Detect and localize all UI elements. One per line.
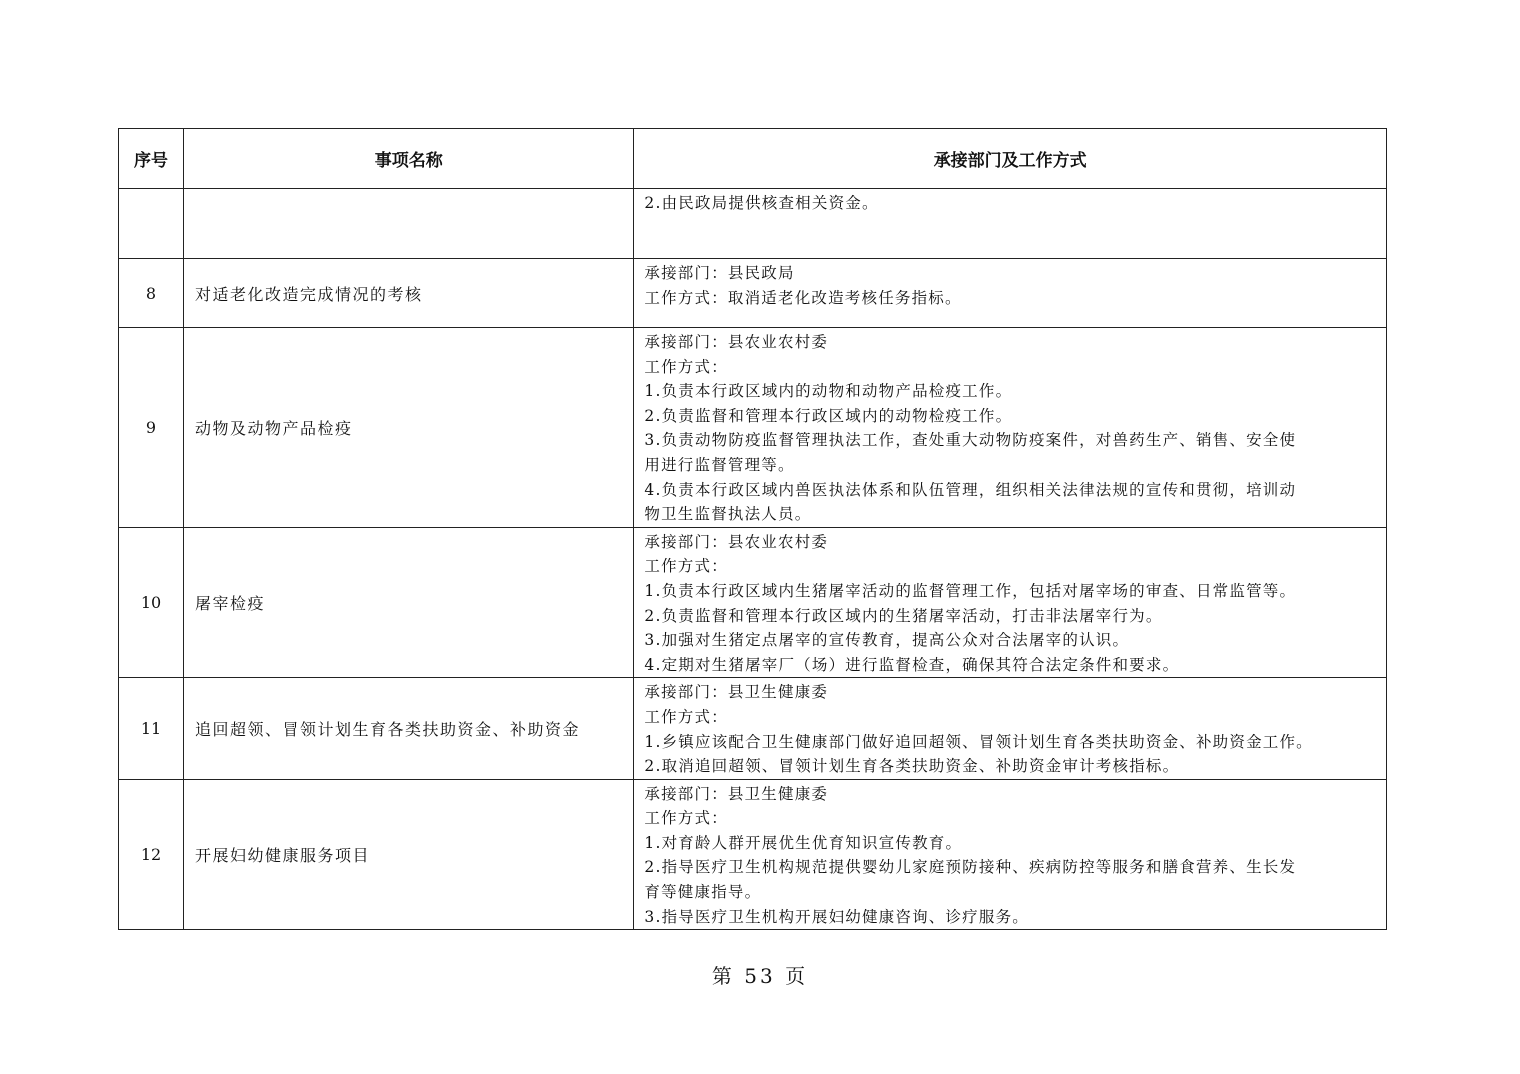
- detail-line: 用进行监督管理等。: [644, 455, 795, 474]
- detail-line: 工作方式：: [644, 707, 728, 726]
- detail-line: 工作方式：: [644, 809, 728, 828]
- row-item-name: [184, 189, 634, 259]
- detail-line: 承接部门：县卫生健康委: [644, 683, 829, 702]
- row-item-name: 对适老化改造完成情况的考核: [184, 259, 634, 328]
- detail-line: 工作方式：: [644, 557, 728, 576]
- detail-line: 承接部门：县农业农村委: [644, 333, 829, 351]
- row-serial-number: 8: [119, 259, 184, 328]
- detail-line: 3.指导医疗卫生机构开展妇幼健康咨询、诊疗服务。: [644, 907, 1029, 926]
- detail-line: 3.加强对生猪定点屠宰的宣传教育，提高公众对合法屠宰的认识。: [644, 631, 1130, 650]
- header-department-and-method: 承接部门及工作方式: [634, 129, 1387, 189]
- row-item-name: 开展妇幼健康服务项目: [184, 779, 634, 930]
- table-row: [119, 779, 1387, 930]
- detail-line: 2.负责监督和管理本行政区域内的生猪屠宰活动，打击非法屠宰行为。: [644, 606, 1163, 625]
- detail-line: 工作方式：: [644, 357, 728, 376]
- row-item-name: 动物及动物产品检疫: [184, 328, 634, 528]
- row-item-name: 追回超领、冒领计划生育各类扶助资金、补助资金: [184, 678, 634, 779]
- table-row: [119, 678, 1387, 779]
- table-row: [119, 328, 1387, 528]
- table-row: [119, 259, 1387, 328]
- detail-line: 3.负责动物防疫监督管理执法工作，查处重大动物防疫案件，对兽药生产、销售、安全使: [644, 431, 1297, 450]
- detail-line: 工作方式：取消适老化改造考核任务指标。: [644, 288, 962, 307]
- detail-line: 承接部门：县卫生健康委: [644, 784, 829, 803]
- detail-line: 承接部门：县民政局: [644, 264, 795, 282]
- row-serial-number: 9: [119, 328, 184, 528]
- row-department-and-method: [634, 328, 1387, 528]
- row-department-and-method: [634, 259, 1387, 328]
- detail-line: 1.对育龄人群开展优生优育知识宣传教育。: [644, 833, 963, 852]
- row-serial-number: 12: [119, 779, 184, 930]
- row-department-and-method: [634, 678, 1387, 779]
- detail-line: 2.指导医疗卫生机构规范提供婴幼儿家庭预防接种、疾病防控等服务和膳食营养、生长发: [644, 858, 1297, 877]
- row-serial-number: 11: [119, 678, 184, 779]
- detail-line: 物卫生监督执法人员。: [644, 505, 812, 524]
- header-item-name: 事项名称: [184, 129, 634, 189]
- detail-line: 承接部门：县农业农村委: [644, 532, 829, 551]
- page-number: 第 53 页: [711, 964, 809, 988]
- detail-line: 1.负责本行政区域内的动物和动物产品检疫工作。: [644, 382, 1013, 401]
- row-item-name: 屠宰检疫: [184, 527, 634, 678]
- matters-table: [118, 128, 1387, 930]
- detail-line: 2.负责监督和管理本行政区域内的动物检疫工作。: [644, 406, 1013, 425]
- detail-line: 2.取消追回超领、冒领计划生育各类扶助资金、补助资金审计考核指标。: [644, 757, 1180, 776]
- detail-line: 1.负责本行政区域内生猪屠宰活动的监督管理工作，包括对屠宰场的审查、日常监管等。: [644, 581, 1297, 600]
- row-department-and-method: [634, 527, 1387, 678]
- table-header: [119, 129, 1387, 189]
- table-row: [119, 527, 1387, 678]
- detail-line: 1.乡镇应该配合卫生健康部门做好追回超领、冒领计划生育各类扶助资金、补助资金工作。: [644, 732, 1313, 751]
- table-header-row: [119, 129, 1387, 189]
- detail-line: 4.负责本行政区域内兽医执法体系和队伍管理，组织相关法律法规的宣传和贯彻，培训动: [644, 480, 1297, 499]
- table-body: [119, 189, 1387, 930]
- row-department-and-method: [634, 779, 1387, 930]
- detail-line: 育等健康指导。: [644, 883, 762, 902]
- detail-line: 4.定期对生猪屠宰厂（场）进行监督检查，确保其符合法定条件和要求。: [644, 655, 1180, 674]
- detail-line: 2.由民政局提供核查相关资金。: [644, 194, 879, 212]
- table-row: [119, 189, 1387, 259]
- row-serial-number: [119, 189, 184, 259]
- row-department-and-method: [634, 189, 1387, 259]
- header-serial-number: 序号: [119, 129, 184, 189]
- row-serial-number: 10: [119, 527, 184, 678]
